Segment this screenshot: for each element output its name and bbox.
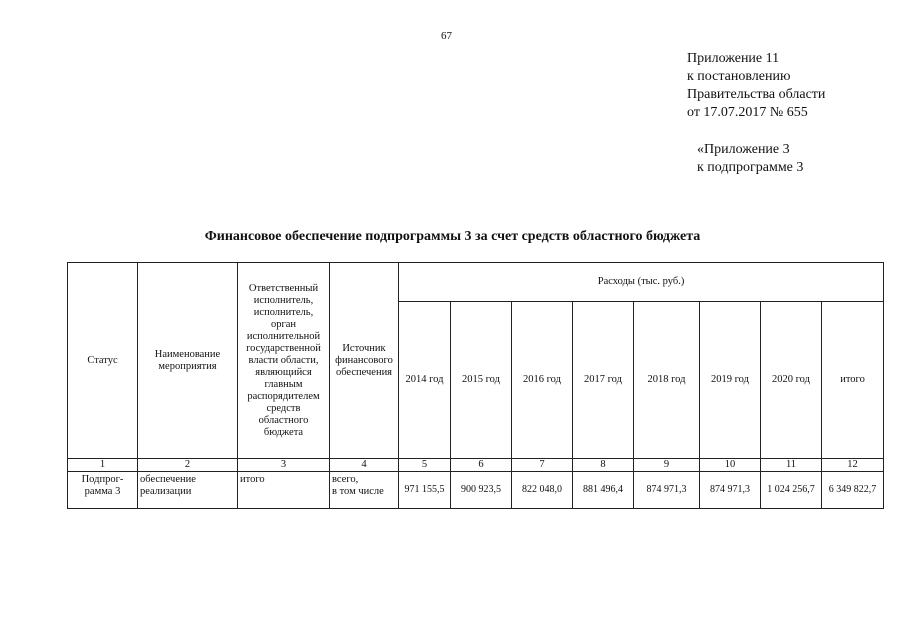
document-title: Финансовое обеспечение подпрограммы 3 за счет средств областного бюджета: [204, 229, 701, 244]
header-executor-line: главным: [264, 378, 303, 390]
row-source: [330, 472, 399, 509]
row-value: 1 024 256,7: [761, 472, 822, 509]
header-executor-line: Ответственный: [248, 282, 319, 294]
column-number: 6: [451, 459, 512, 472]
appendix-sub-block: [697, 141, 803, 177]
header-executor-line: средств: [266, 402, 301, 414]
row-source-line: в том числе: [332, 486, 384, 497]
header-executor-line: являющийся: [255, 366, 312, 378]
financial-table: [67, 262, 884, 509]
header-expenses: Расходы (тыс. руб.): [399, 263, 884, 302]
header-year: 2019 год: [700, 302, 761, 459]
row-value: 971 155,5: [399, 472, 451, 509]
column-number: 1: [68, 459, 138, 472]
column-number: 3: [238, 459, 330, 472]
header-executor-line: власти области,: [248, 354, 319, 366]
header-total: итого: [822, 302, 884, 459]
header-source-line: обеспечения: [335, 366, 393, 378]
row-executor: итого: [238, 472, 330, 509]
header-executor-line: орган: [270, 318, 297, 330]
row-value: 822 048,0: [512, 472, 573, 509]
header-name-line: Наименование: [154, 348, 221, 360]
column-number: 10: [700, 459, 761, 472]
appendix-sub-line: «Приложение 3: [697, 142, 790, 157]
header-source-line: финансового: [335, 354, 393, 366]
header-executor-line: областного: [258, 414, 309, 426]
appendix-block: [687, 50, 825, 122]
row-status: [68, 472, 138, 509]
column-number: 11: [761, 459, 822, 472]
header-executor-line: государственной: [246, 342, 321, 354]
header-year: 2016 год: [512, 302, 573, 459]
table-row: [68, 472, 884, 509]
column-number: 2: [138, 459, 238, 472]
column-number: 5: [399, 459, 451, 472]
column-number: 4: [330, 459, 399, 472]
header-name: [138, 263, 238, 459]
column-number: 7: [512, 459, 573, 472]
header-status: Статус: [68, 263, 138, 459]
row-name-line: обеспечение: [140, 474, 196, 485]
column-number: 8: [573, 459, 634, 472]
header-year: 2014 год: [399, 302, 451, 459]
header-name-line: мероприятия: [158, 360, 217, 372]
header-year: 2015 год: [451, 302, 512, 459]
row-value: 900 923,5: [451, 472, 512, 509]
row-value: 874 971,3: [634, 472, 700, 509]
header-executor-line: распорядителем: [247, 390, 320, 402]
column-number: 12: [822, 459, 884, 472]
header-executor-line: бюджета: [263, 426, 304, 438]
header-executor-line: исполнитель,: [253, 294, 314, 306]
appendix-line: от 17.07.2017 № 655: [687, 105, 808, 120]
row-status-line: рамма 3: [84, 486, 121, 497]
header-executor-line: исполнитель,: [253, 306, 314, 318]
page-number: 67: [441, 30, 452, 42]
row-value: 874 971,3: [700, 472, 761, 509]
header-year: 2017 год: [573, 302, 634, 459]
header-year: 2018 год: [634, 302, 700, 459]
header-source: [330, 263, 399, 459]
header-year: 2020 год: [761, 302, 822, 459]
row-value-total: 6 349 822,7: [822, 472, 884, 509]
row-value: 881 496,4: [573, 472, 634, 509]
row-name: [138, 472, 238, 509]
row-name-line: реализации: [140, 486, 192, 497]
appendix-line: Приложение 11: [687, 51, 780, 66]
header-source-line: Источник: [342, 342, 386, 354]
row-source-line: всего,: [332, 474, 359, 485]
appendix-line: к постановлению: [687, 69, 791, 84]
column-number: 9: [634, 459, 700, 472]
header-executor-line: исполнительной: [246, 330, 321, 342]
appendix-sub-line: к подпрограмме 3: [697, 160, 804, 175]
appendix-line: Правительства области: [687, 87, 826, 102]
header-executor: [238, 263, 330, 459]
row-status-line: Подпрог-: [81, 474, 124, 485]
